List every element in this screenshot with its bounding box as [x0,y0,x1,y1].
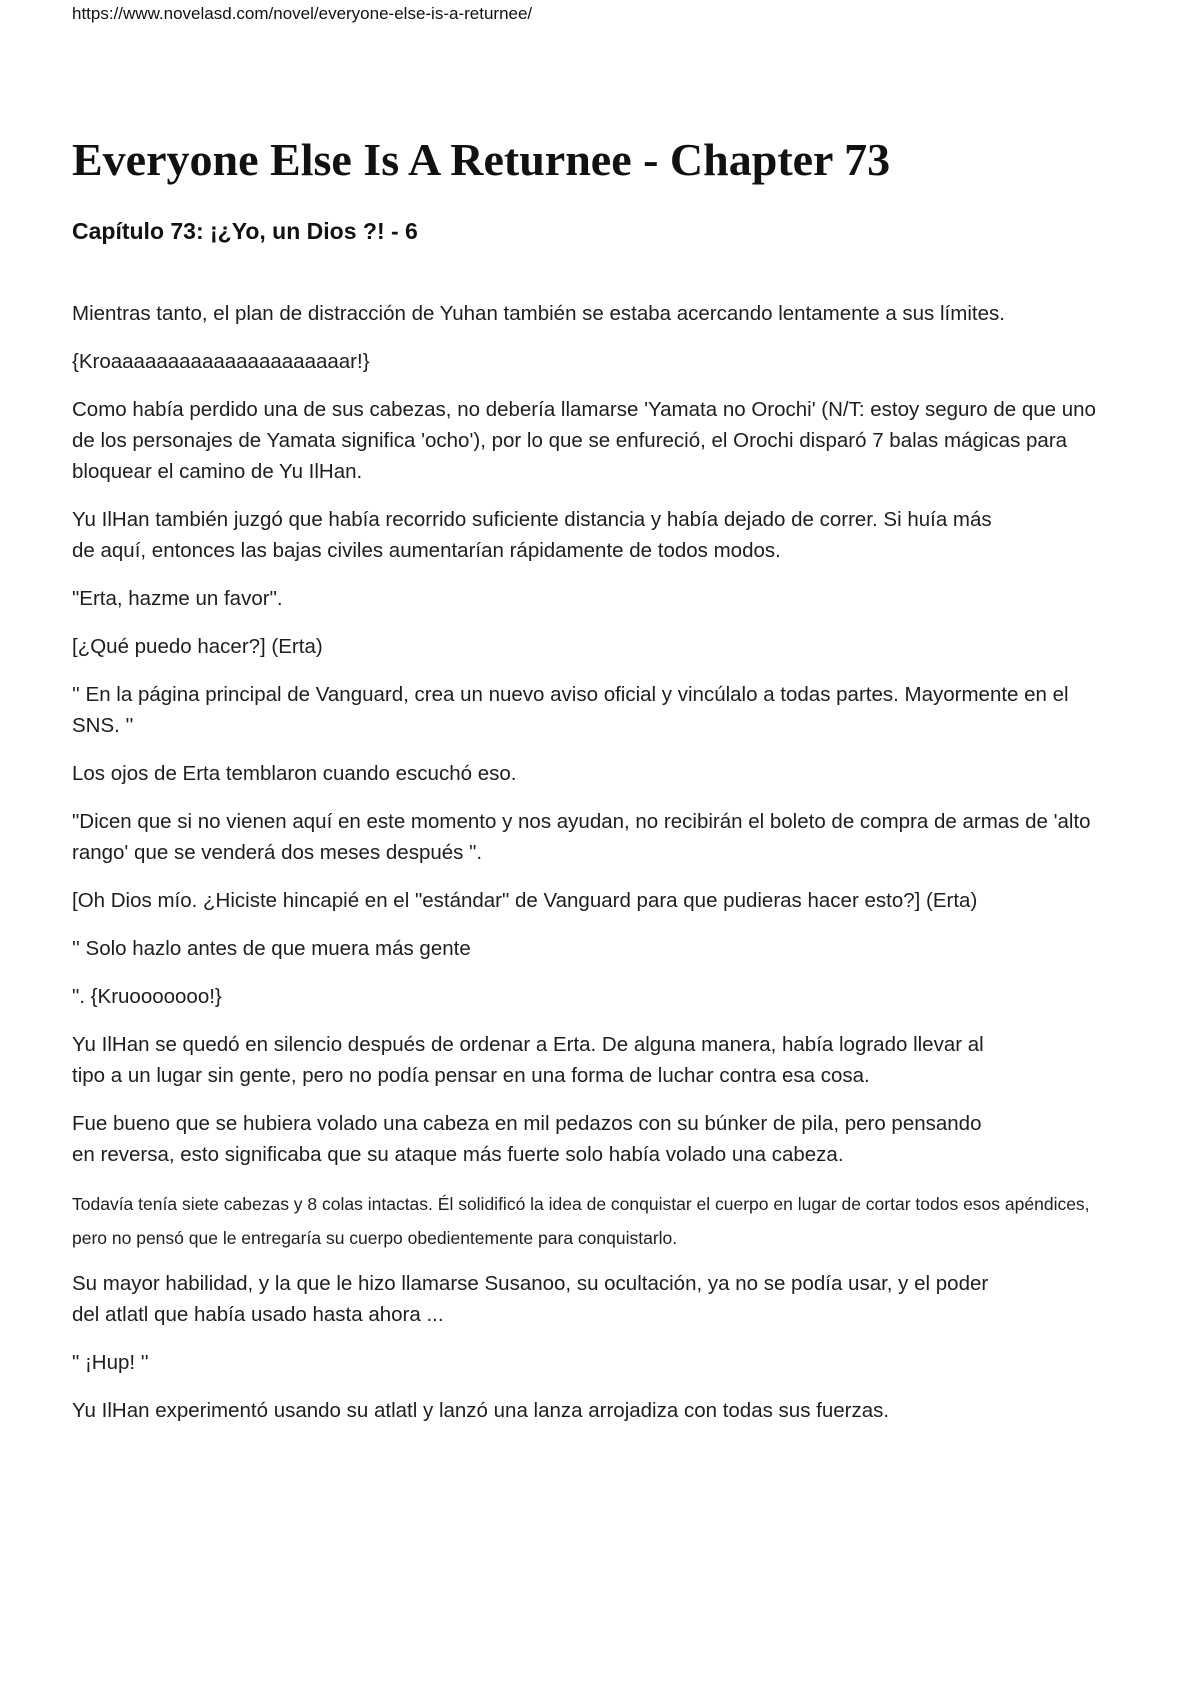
paragraph: Yu IlHan se quedó en silencio después de ordenar a Erta. De alguna manera, había logrado llevar al tipo a un lugar sin gente, pero no podía pensar en una forma de luchar contra esa cosa. [72,1033,984,1087]
paragraph: Los ojos de Erta temblaron cuando escuchó eso. [72,762,517,785]
paragraph: [¿Qué puedo hacer?] (Erta) [72,635,323,658]
paragraph: ". {Kruooooooo!} [72,985,222,1008]
paragraph: Yu IlHan experimentó usando su atlatl y lanzó una lanza arrojadiza con todas sus fuerzas. [72,1399,890,1422]
page-title: Everyone Else Is A Returnee - Chapter 73 [72,134,891,185]
paragraph: '' En la página principal de Vanguard, crea un nuevo aviso oficial y vincúlalo a todas partes. Mayormente en el SNS. '' [72,683,1069,737]
paragraph: "Erta, hazme un favor". [72,587,283,610]
paragraph: Fue bueno que se hubiera volado una cabeza en mil pedazos con su búnker de pila, pero pensando en reversa, esto significaba que su ataque más fuerte solo había volado una cabeza. [72,1112,982,1166]
source-url: https://www.novelasd.com/novel/everyone-else-is-a-returnee/ [72,4,533,23]
document-body [72,130,1122,1443]
paragraph: Yu IlHan también juzgó que había recorrido suficiente distancia y había dejado de correr. Si huía más de aquí, entonces las bajas civiles aumentarían rápidamente de todos modos. [72,508,992,562]
paragraph: {Kroaaaaaaaaaaaaaaaaaaaaar!} [72,350,370,373]
paragraph: Como había perdido una de sus cabezas, no debería llamarse 'Yamata no Orochi' (N/T: estoy seguro de que uno de los personajes de Yamata significa 'ocho'), por lo que se enfureció, el Orochi disparó 7 balas mágicas para bloquear el camino de Yu IlHan. [72,398,1096,483]
paragraph: Mientras tanto, el plan de distracción de Yuhan también se estaba acercando lentamente a sus límites. [72,302,1005,325]
paragraph: '' Solo hazlo antes de que muera más gente [72,937,471,960]
paragraph: " ¡Hup! '' [72,1351,149,1374]
paragraph-small: Todavía tenía siete cabezas y 8 colas intactas. Él solidificó la idea de conquistar el cuerpo en lugar de cortar todos esos apéndices, pero no pensó que le entregaría su cuerpo obedientemente para conquistarlo. [72,1194,1090,1248]
paragraph: "Dicen que si no vienen aquí en este momento y nos ayudan, no recibirán el boleto de compra de armas de 'alto rango' que se venderá dos meses después ". [72,810,1091,864]
paragraph: [Oh Dios mío. ¿Hiciste hincapié en el "estándar" de Vanguard para que pudieras hacer esto?] (Erta) [72,889,978,912]
paragraph: Su mayor habilidad, y la que le hizo llamarse Susanoo, su ocultación, ya no se podía usar, y el poder del atlatl que había usado hasta ahora ... [72,1272,989,1326]
chapter-subtitle: Capítulo 73: ¡¿Yo, un Dios ?! - 6 [72,218,418,244]
